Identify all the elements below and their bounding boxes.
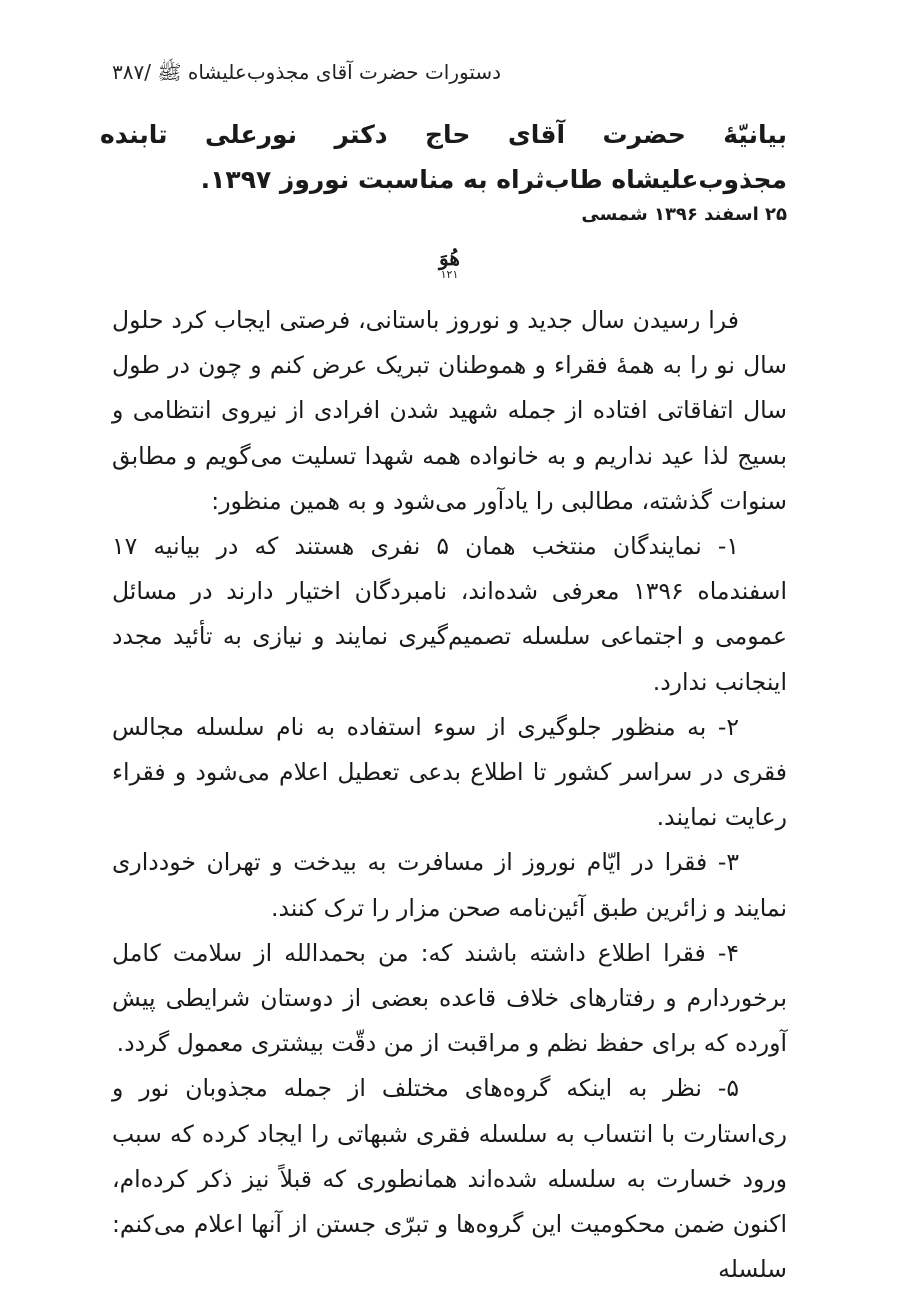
paragraph-intro: فرا رسیدن سال جدید و نوروز باستانی، فرصتی ایجاب کرد حلول سال نو را به همهٔ فقراء و هموطنان تبریک عرض کنم و چون در طول سال اتفاقاتی افتاده از جمله شهید شدن افرادی از نیروی انتظامی و بسیج لذا عید نداریم و به خانواده همه شهدا تسلیت می‌گویم و مطابق سنوات گذشته، مطالبی را یادآور می‌شود و به همین منظور:	[112, 306, 787, 515]
statement-body	[112, 298, 787, 1292]
statement-date: ۲۵ اسفند ۱۳۹۶ شمسی	[581, 204, 787, 225]
paragraph-item-4: ۴- فقرا اطلاع داشته باشند که: من بحمدالله از سلامت کامل برخوردارم و رفتارهای خلاف قاعده بعضی از دوستان شرایطی پیش آورده که برای حفظ نظم و مراقبت از من دقّت بیشتری معمول گردد.	[112, 938, 787, 1058]
hu-calligraphy-mark	[0, 248, 899, 280]
hu-symbol: هُوَ	[439, 246, 460, 270]
statement-title: بیانیّهٔ حضرت آقای حاج دکتر نورعلی تابنده مجذوب‌علیشاه طاب‌ثراه به مناسبت نوروز ۱۳۹۷.	[100, 120, 787, 194]
paragraph-item-2: ۲- به منظور جلوگیری از سوء استفاده به نام سلسله مجالس فقری در سراسر کشور تا اطلاع بدعی تعطیل اعلام می‌شود و فقراء رعایت نمایند.	[112, 712, 787, 832]
paragraph-item-3: ۳- فقرا در ایّام نوروز از مسافرت به بیدخت و تهران خودداری نمایند و زائرین طبق آئین‌نامه صحن مزار را ترک کنند.	[112, 848, 787, 922]
paragraph-item-1: ۱- نمایندگان منتخب همان ۵ نفری هستند که در بیانیه ۱۷ اسفندماه ۱۳۹۶ معرفی شده‌اند، نامبردگان اختیار دارند در مسائل عمومی و اجتماعی سلسله تصمیم‌گیری نمایند و نیازی به تأئید مجدد اینجانب ندارد.	[112, 532, 787, 696]
paragraph-item-5: ۵- نظر به اینکه گروه‌های مختلف از جمله مجذوبان نور و ری‌استارت با انتساب به سلسله فقری شبهاتی را ایجاد کرده که سبب ورود خسارت به سلسله شده‌اند همانطوری که قبلاً نیز ذکر کرده‌ام، اکنون ضمن محکومیت این گروه‌ها و تبرّی جستن از آنها اعلام می‌کنم: سلسله	[112, 1074, 787, 1284]
running-header: دستورات حضرت آقای مجذوب‌علیشاه ﷺ /۳۸۷	[112, 60, 502, 84]
hu-number: ۱۲۱	[440, 268, 459, 281]
